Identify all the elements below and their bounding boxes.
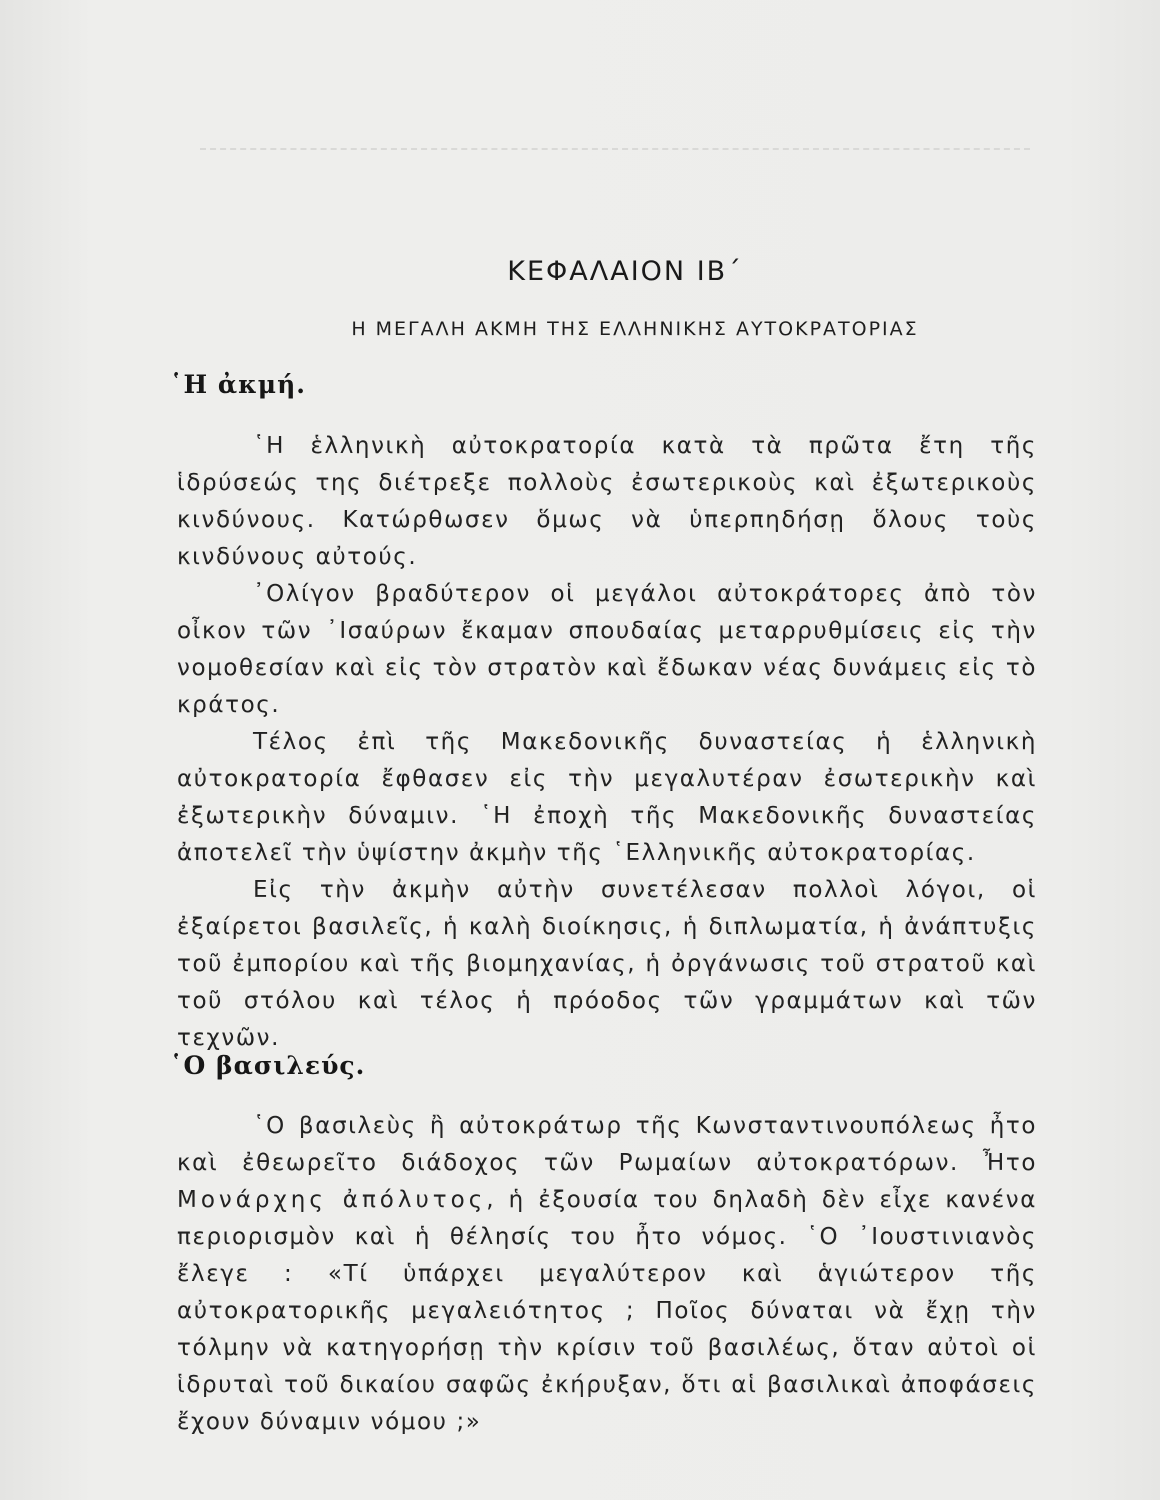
section-heading-vasilefs: ῾Ο βασιλεύς. <box>170 1051 366 1080</box>
emphasized-term: Μονάρχης ἀπόλυτος <box>177 1187 487 1213</box>
section-body-akmi <box>177 428 1037 1057</box>
paragraph: ᾿Ολίγον βραδύτερον οἱ μεγάλοι αὐτοκράτορες ἀπὸ τὸν οἶκον τῶν ᾿Ισαύρων ἔκαμαν σπουδαίας μεταρρυθμίσεις εἰς τὴν νομοθεσίαν καὶ εἰς τὸν στρατὸν καὶ ἔδωκαν νέας δυνάμεις εἰς τὸ κράτος. <box>177 581 1037 718</box>
paragraph-text: ῾Ο βασιλεὺς ἢ αὐτοκράτωρ τῆς Κωνσταντινουπόλεως ἦτο καὶ ἐθεωρεῖτο διάδοχος τῶν Ρωμαίων αὐτοκρατόρων. Ἦτο <box>177 1113 1037 1176</box>
section-body-vasilefs <box>177 1108 1037 1441</box>
chapter-title: ΚΕΦΑΛΑΙΟΝ ΙΒ΄ <box>507 256 743 287</box>
chapter-subtitle: Η ΜΕΓΑΛΗ ΑΚΜΗ ΤΗΣ ΕΛΛΗΝΙΚΗΣ ΑΥΤΟΚΡΑΤΟΡΙΑΣ <box>351 318 919 340</box>
paragraph: Εἰς τὴν ἀκμὴν αὐτὴν συνετέλεσαν πολλοὶ λόγοι, οἱ ἐξαίρετοι βασιλεῖς, ἡ καλὴ διοίκησις, ἡ διπλωματία, ἡ ἀνάπτυξις τοῦ ἐμπορίου καὶ τῆς βιομηχανίας, ἡ ὀργάνωσις τοῦ στρατοῦ καὶ τοῦ στόλου καὶ τέλος ἡ πρόοδος τῶν γραμμάτων καὶ τῶν τεχνῶν. <box>177 877 1037 1051</box>
paragraph <box>177 1108 1037 1441</box>
paragraph: ῾Η ἑλληνικὴ αὐτοκρατορία κατὰ τὰ πρῶτα ἔτη τῆς ἱδρύσεώς της διέτρεξε πολλοὺς ἐσωτερικοὺς καὶ ἐξωτερικοὺς κινδύνους. Κατώρθωσεν ὅμως νὰ ὑπερπηδήσῃ ὅλους τοὺς κινδύνους αὐτούς. <box>177 433 1037 570</box>
paragraph-text: , ἡ ἐξουσία του δηλαδὴ δὲν εἶχε κανένα περιορισμὸν καὶ ἡ θέλησίς του ἦτο νόμος. ῾Ο ᾿Ιουστινιανὸς ἔλεγε : «Τί ὑπάρχει μεγαλύτερον καὶ ἁγιώτερον τῆς αὐτοκρατορικῆς μεγαλειότητος ; Ποῖος δύναται νὰ ἔχῃ τὴν τόλμην νὰ κατηγορήσῃ τὴν κρίσιν τοῦ βασιλέως, ὅταν αὐτοὶ οἱ ἱδρυταὶ τοῦ δικαίου σαφῶς ἐκήρυξαν, ὅτι αἱ βασιλικαὶ ἀποφάσεις ἔχουν δύναμιν νόμου ;» <box>177 1187 1037 1435</box>
paragraph: Τέλος ἐπὶ τῆς Μακεδονικῆς δυναστείας ἡ ἑλληνικὴ αὐτοκρατορία ἔφθασεν εἰς τὴν μεγαλυτέραν ἐσωτερικὴν καὶ ἐξωτερικὴν δύναμιν. ῾Η ἐποχὴ τῆς Μακεδονικῆς δυναστείας ἀποτελεῖ τὴν ὑψίστην ἀκμὴν τῆς ῾Ελληνικῆς αὐτοκρατορίας. <box>177 729 1037 866</box>
bleed-through-rule <box>200 148 1030 150</box>
section-heading-akmi: ῾Η ἀκμή. <box>170 370 306 399</box>
